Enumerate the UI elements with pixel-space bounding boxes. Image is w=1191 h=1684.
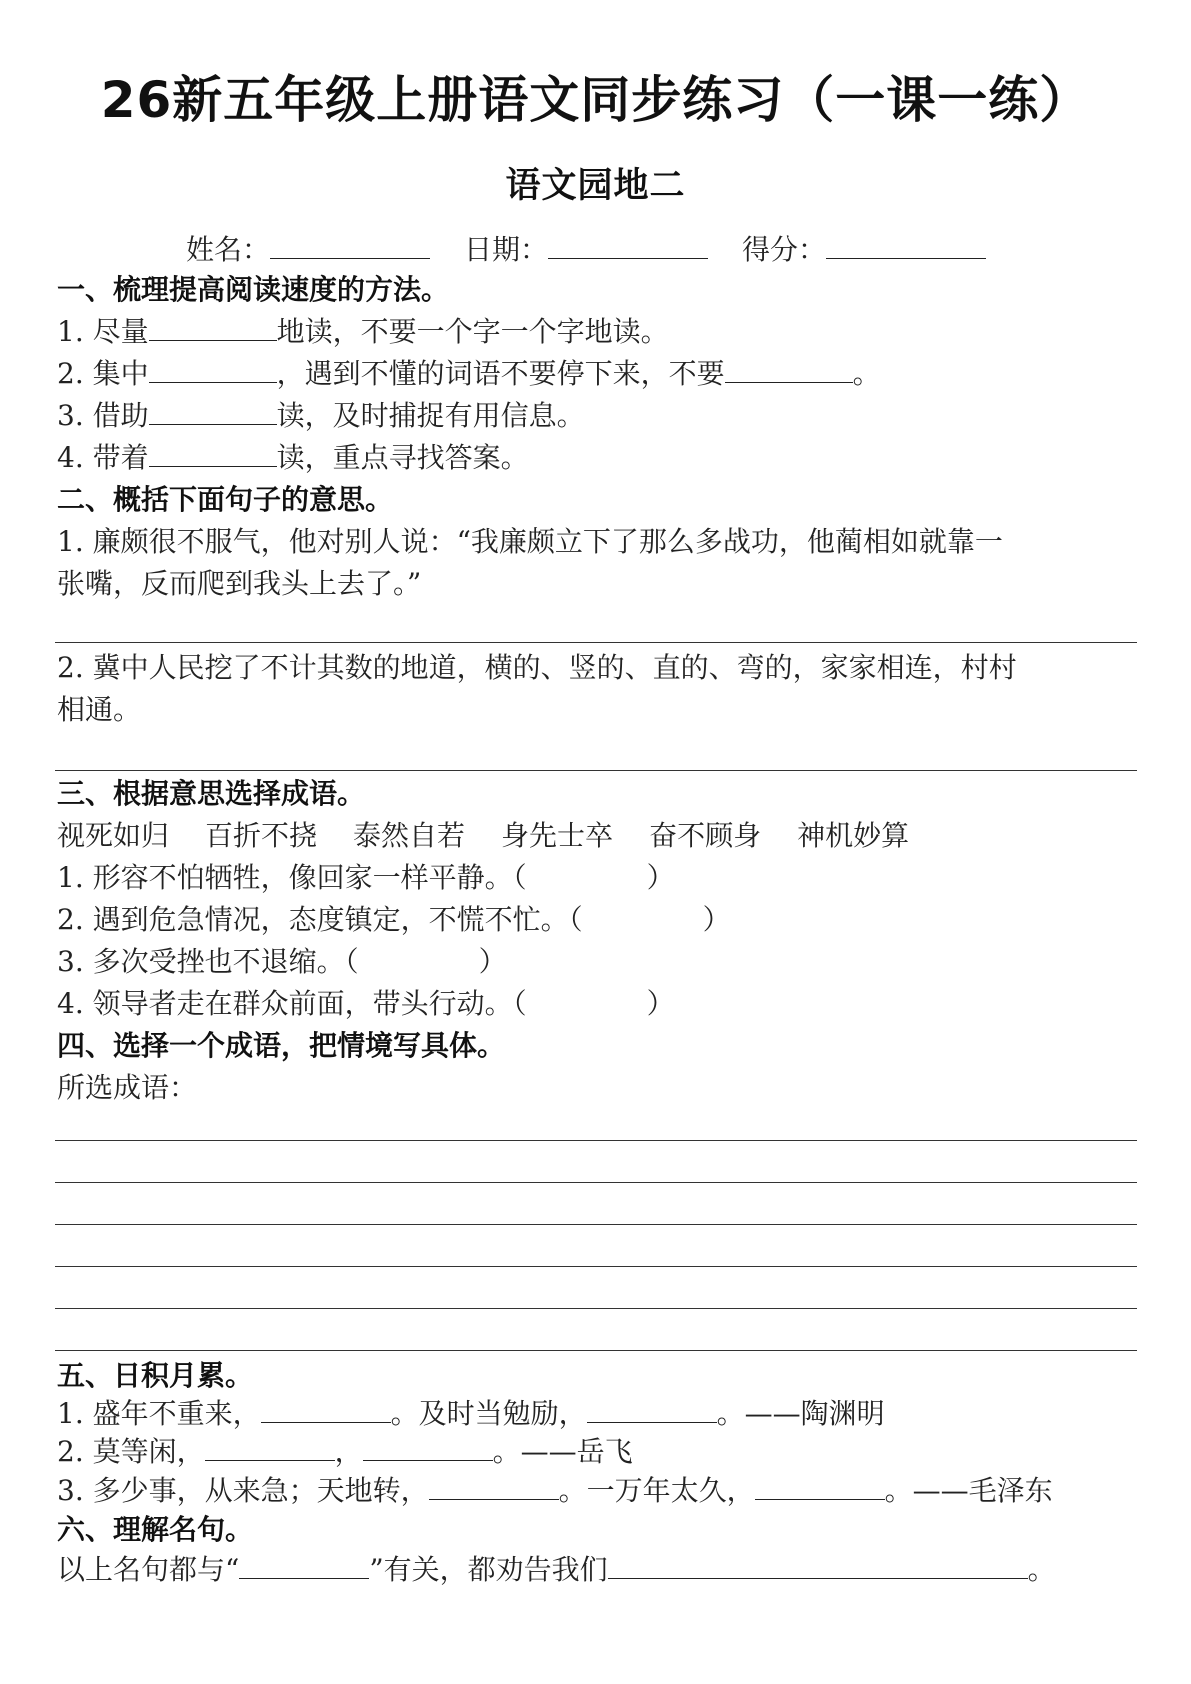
s3-question-4 [57,986,675,1022]
fill-blank[interactable] [149,442,277,467]
writing-line[interactable] [55,1266,1137,1267]
idiom-option: 奋不顾身 [649,819,762,852]
chosen-idiom-label: 所选成语： [57,1071,198,1104]
idiom-option: 百折不挠 [205,819,318,852]
fill-blank[interactable] [149,358,277,383]
s5-q2-text-c: 。——岳飞 [492,1435,633,1468]
section-2-heading: 二、概括下面句子的意思。 [57,483,394,516]
answer-line[interactable] [55,642,1137,643]
idiom-option: 身先士卒 [501,819,614,852]
date-label: 日期： [464,233,549,266]
s1-q2-text-b: ，遇到不懂的词语不要停下来，不要 [276,357,725,390]
s5-q2-text-a: 2. 莫等闲， [57,1435,205,1468]
s6-text-a: 以上名句都与“ [57,1553,240,1586]
section-6-heading: 六、理解名句。 [57,1513,254,1546]
s1-q1-text-a: 1. 尽量 [57,315,149,348]
page-title: 26新五年级上册语文同步练习（一课一练） [100,71,1091,129]
s3-q2-text-b: ） [702,903,731,936]
s1-q2-text-a: 2. 集中 [57,357,149,390]
fill-blank[interactable] [205,1436,335,1461]
s1-q3-text-b: 读，及时捕捉有用信息。 [276,399,585,432]
fill-blank[interactable] [363,1436,493,1461]
fill-blank[interactable] [608,1554,1028,1579]
s5-q3-text-b: 。一万年太久， [558,1474,755,1507]
s6-question [57,1552,1056,1588]
s3-question-2 [57,902,731,938]
s2-q2-line-1: 2. 冀中人民挖了不计其数的地道，横的、竖的、直的、弯的，家家相连，村村 [57,651,1017,684]
section-3-heading: 三、根据意思选择成语。 [57,777,366,810]
s5-question-2 [57,1434,633,1470]
idiom-option: 神机妙算 [797,819,910,852]
s1-q4-text-a: 4. 带着 [57,441,149,474]
writing-line[interactable] [55,1350,1137,1351]
fill-blank[interactable] [261,1398,391,1423]
s3-question-1 [57,860,675,896]
fill-blank[interactable] [149,400,277,425]
s3-question-3 [57,944,507,980]
idiom-bank [57,818,945,854]
s3-q1-text-b: ） [646,861,675,894]
s2-q1-line-2: 张嘴，反而爬到我头上去了。” [57,567,422,600]
writing-line[interactable] [55,1182,1137,1183]
s5-q3-text-c: 。——毛泽东 [884,1474,1053,1507]
fill-blank[interactable] [587,1398,717,1423]
s1-q3-text-a: 3. 借助 [57,399,149,432]
s5-question-3 [57,1473,1053,1509]
s1-question-1 [57,314,669,350]
score-label: 得分： [742,233,827,266]
answer-line[interactable] [55,770,1137,771]
name-blank[interactable] [270,232,430,259]
fill-blank[interactable] [755,1475,885,1500]
s3-q3-text-a: 3. 多次受挫也不退缩。（ [57,945,359,978]
writing-line[interactable] [55,1140,1137,1141]
student-info-row [186,232,1020,268]
writing-line[interactable] [55,1308,1137,1309]
s3-q2-text-a: 2. 遇到危急情况，态度镇定，不慌不忙。（ [57,903,583,936]
s5-question-1 [57,1396,885,1432]
s2-q1-line-1: 1. 廉颇很不服气，他对别人说：“我廉颇立下了那么多战功，他蔺相如就靠一 [57,525,1003,558]
score-blank[interactable] [826,232,986,259]
section-1-heading: 一、梳理提高阅读速度的方法。 [57,273,450,306]
fill-blank[interactable] [725,358,853,383]
s1-question-3 [57,398,585,434]
s2-q2-line-2: 相通。 [57,693,142,726]
name-label: 姓名： [186,233,271,266]
s6-text-b: ”有关，都劝告我们 [369,1553,608,1586]
fill-blank[interactable] [149,316,277,341]
date-blank[interactable] [548,232,708,259]
idiom-option: 视死如归 [57,819,170,852]
page-subtitle: 语文园地二 [505,166,686,206]
s3-q4-text-a: 4. 领导者走在群众前面，带头行动。（ [57,987,527,1020]
s3-q3-text-b: ） [478,945,507,978]
s3-q4-text-b: ） [646,987,675,1020]
idiom-option: 泰然自若 [353,819,466,852]
s1-question-2 [57,356,881,392]
s5-q1-text-b: 。及时当勉励， [390,1397,587,1430]
s1-q1-text-b: 地读，不要一个字一个字地读。 [276,315,669,348]
s5-q2-text-b: ， [334,1435,363,1468]
writing-line[interactable] [55,1224,1137,1225]
s1-q2-text-c: 。 [852,357,881,390]
fill-blank[interactable] [429,1475,559,1500]
s1-question-4 [57,440,529,476]
s5-q1-text-c: 。——陶渊明 [716,1397,885,1430]
s5-q3-text-a: 3. 多少事，从来急；天地转， [57,1474,429,1507]
s3-q1-text-a: 1. 形容不怕牺牲，像回家一样平静。（ [57,861,527,894]
fill-blank[interactable] [239,1554,369,1579]
s5-q1-text-a: 1. 盛年不重来， [57,1397,261,1430]
section-5-heading: 五、日积月累。 [57,1359,254,1392]
section-4-heading: 四、选择一个成语，把情境写具体。 [57,1029,506,1062]
s1-q4-text-b: 读，重点寻找答案。 [276,441,529,474]
s6-text-c: 。 [1027,1553,1056,1586]
